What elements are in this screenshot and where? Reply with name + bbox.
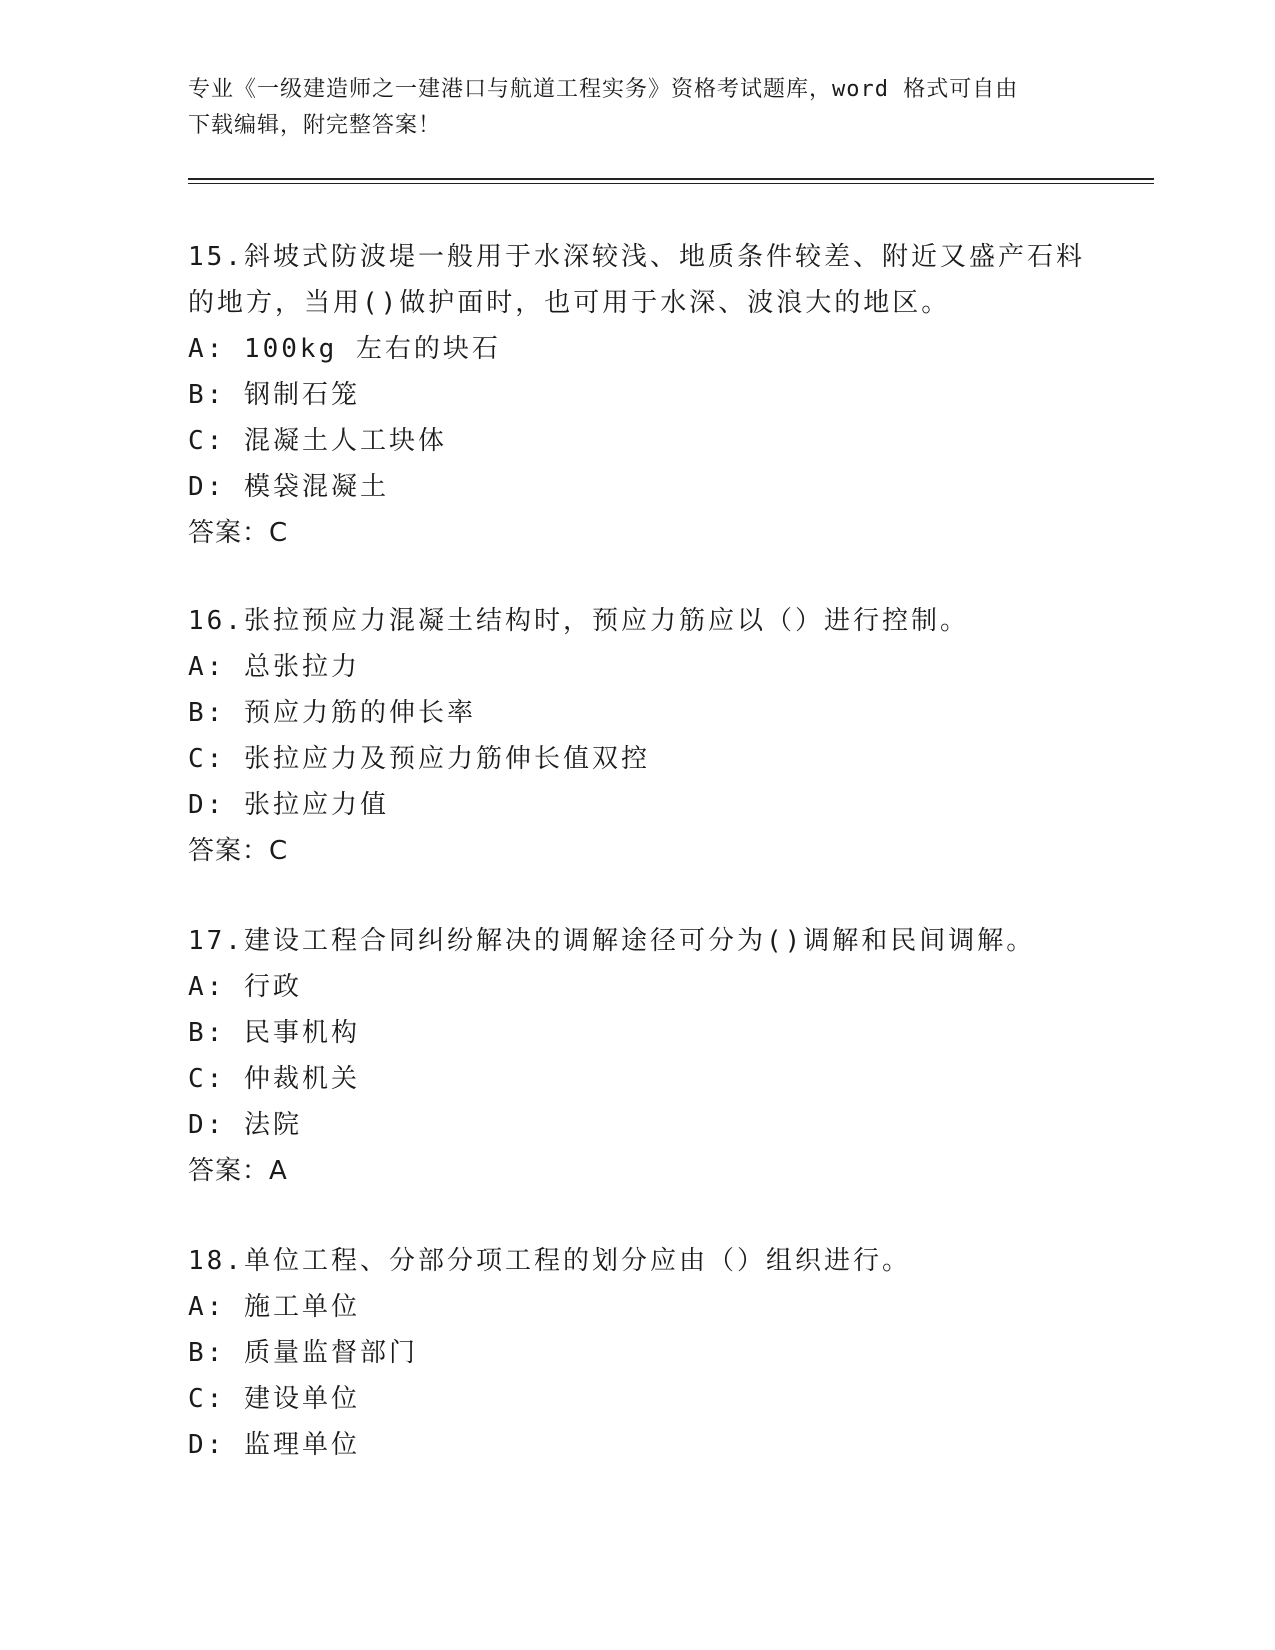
option-a: A: 100kg 左右的块石 <box>188 334 501 364</box>
answer: 答案：C <box>188 518 289 548</box>
question-18 <box>188 1238 1088 1468</box>
question-17 <box>188 918 1088 1194</box>
option-b: B: 预应力筋的伸长率 <box>188 698 476 728</box>
option-a: A: 行政 <box>188 972 302 1002</box>
header-divider <box>188 178 1154 184</box>
question-text: 18.单位工程、分部分项工程的划分应由（）组织进行。 <box>188 1246 911 1276</box>
option-a: A: 总张拉力 <box>188 652 360 682</box>
option-d: D: 监理单位 <box>188 1430 360 1460</box>
option-d: D: 法院 <box>188 1110 302 1140</box>
header-line-1: 专业《一级建造师之一建港口与航道工程实务》资格考试题库，word 格式可自由 <box>188 77 1019 102</box>
document-header <box>188 72 1088 144</box>
option-b: B: 民事机构 <box>188 1018 360 1048</box>
option-a: A: 施工单位 <box>188 1292 360 1322</box>
header-line-2: 下载编辑，附完整答案！ <box>188 113 442 138</box>
question-16 <box>188 598 1088 874</box>
option-d: D: 张拉应力值 <box>188 790 389 820</box>
option-b: B: 钢制石笼 <box>188 380 360 410</box>
question-15 <box>188 234 1088 556</box>
question-text-continued: 的地方，当用()做护面时，也可用于水深、波浪大的地区。 <box>188 288 951 318</box>
question-text: 16.张拉预应力混凝土结构时，预应力筋应以（）进行控制。 <box>188 606 969 636</box>
option-c: C: 建设单位 <box>188 1384 360 1414</box>
option-c: C: 仲裁机关 <box>188 1064 360 1094</box>
question-text: 17.建设工程合同纠纷解决的调解途径可分为()调解和民间调解。 <box>188 926 1036 956</box>
answer: 答案：A <box>188 1156 288 1186</box>
option-c: C: 张拉应力及预应力筋伸长值双控 <box>188 744 650 774</box>
option-c: C: 混凝土人工块体 <box>188 426 447 456</box>
option-d: D: 模袋混凝土 <box>188 472 389 502</box>
option-b: B: 质量监督部门 <box>188 1338 418 1368</box>
question-text: 15.斜坡式防波堤一般用于水深较浅、地质条件较差、附近又盛产石料 <box>188 242 1085 272</box>
answer: 答案：C <box>188 836 289 866</box>
